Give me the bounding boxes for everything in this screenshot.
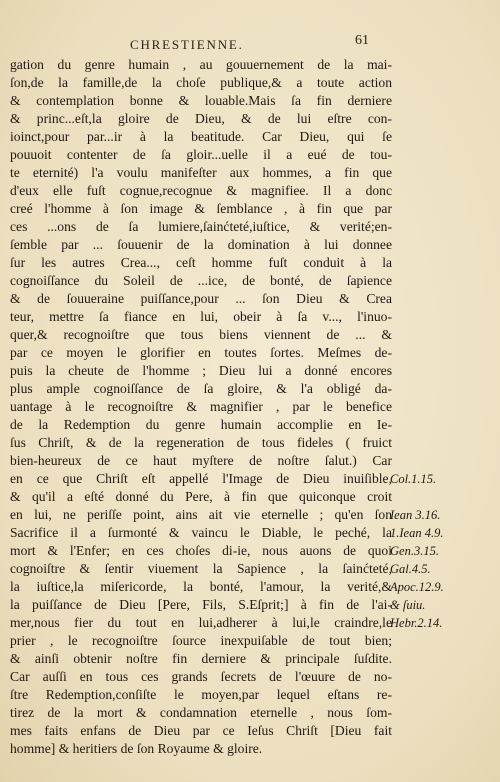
margin-reference: Iean 3.16. xyxy=(390,508,441,522)
text-line: cognoiſſance du Soleil de ...ice, de bonté, de ſapience xyxy=(10,273,392,288)
text-line: cognoiſtre & ſentir viuement la Sapience , la ſainćteté, xyxy=(10,561,392,576)
text-line: mort & l'Enfer; en ces choſes di-ie, nous auons de quoi xyxy=(10,543,392,558)
text-line: ſtre Redemption,conſiſte le moyen,par lequel eſtans re- xyxy=(10,687,392,702)
margin-reference: 1.Iean 4.9. xyxy=(390,526,444,540)
text-line: puis la cheute de l'homme ; Dieu lui a donné encores xyxy=(10,363,392,378)
text-line: quer,& recognoiſtre que tous biens viennent de ... & xyxy=(10,327,392,342)
margin-reference: Gal.4.5. xyxy=(390,562,431,576)
text-line: la iuſtice,la miſericorde, la bonté, l'amour, la verité,& xyxy=(10,579,392,594)
text-line: ioinct,pour par...ir à la beatitude. Car Dieu, qui ſe xyxy=(10,129,392,144)
text-line: pouuoit contenter de ſa gloir...uelle il a eué de tou- xyxy=(10,147,392,162)
margin-reference: Gen.3.15. xyxy=(390,544,439,558)
margin-reference: & ſuiu. xyxy=(390,598,426,612)
text-line: ſemble par ... ſouuenir de la domination à lui donnee xyxy=(10,237,392,252)
text-line: Car auſſi en tous ces grands ſecrets de l'œuure de no- xyxy=(10,669,392,684)
text-line: ces ...ons de ſa lumiere,ſainćteté,iuſtice, & verité;en- xyxy=(10,219,392,234)
text-line: de la Redemption du genre humain accomplie en Ie- xyxy=(10,417,392,432)
text-line: & qu'il a eſté donné du Pere, à fin que quiconque croit xyxy=(10,489,392,504)
text-line: d'eux elle fuſt cognue,recognue & magnifiee. Il a donc xyxy=(10,183,392,198)
page-number: 61 xyxy=(355,33,369,48)
text-line: teur, mettre ſa fiance en lui, obeir à ſa v..., l'inuo- xyxy=(10,309,392,324)
text-line: uantage à le recognoiſtre & magnifier , par le benefice xyxy=(10,399,392,414)
text-line: ſon,de la famille,de la choſe publique,& a toute action xyxy=(10,75,392,90)
text-line: plus ample cognoiſſance de ſa gloire, & l'a obligé da- xyxy=(10,381,392,396)
text-line: par ce moyen le glorifier en toutes ſortes. Meſmes de- xyxy=(10,345,392,360)
text-line: prier , le recognoiſtre ſource inexpuiſable de tout bien; xyxy=(10,633,392,648)
text-line: & de ſouueraine puiſſance,pour ... ſon Dieu & Crea xyxy=(10,291,392,306)
margin-reference: Hebr.2.14. xyxy=(390,616,443,630)
text-line: bien-heureux de ce haut myſtere de noſtre ſalut.) Car xyxy=(10,453,392,468)
running-head: CHRESTIENNE. xyxy=(130,37,244,52)
margin-reference: Apoc.12.9. xyxy=(390,580,444,594)
text-line: ſur les autres Crea..., ceſt homme fuſt conduit à la xyxy=(10,255,392,270)
text-line: gation du genre humain , au gouuernement de la mai- xyxy=(10,57,392,72)
text-line: mes faits enfans de Dieu par ce Ieſus Chriſt [Dieu fait xyxy=(10,723,392,738)
text-line: te eternité) l'a voulu manifeſter aux hommes, a fin que xyxy=(10,165,392,180)
body-text xyxy=(10,56,392,758)
text-line: en ce que Chriſt eſt appellé l'Image de Dieu inuiſible, xyxy=(10,471,392,486)
text-line: la puiſſance de Dieu [Pere, Fils, S.Eſprit;] à fin de l'ai- xyxy=(10,597,392,612)
text-line: ſus Chriſt, & de la regeneration de tous fideles ( fruict xyxy=(10,435,392,450)
text-line: tirez de la mort & condamnation eternelle , nous ſom- xyxy=(10,705,392,720)
text-line: & contemplation bonne & louable.Mais ſa fin derniere xyxy=(10,93,392,108)
margin-reference: Col.1.15. xyxy=(390,472,437,486)
text-line: mer,nous fier du tout en lui,adherer à lui,le craindre,le xyxy=(10,615,392,630)
text-line: & ainſi obtenir noſtre fin derniere & principale ſuſdite. xyxy=(10,651,392,666)
text-line: creé l'homme à ſon image & ſemblance , à fin que par xyxy=(10,201,392,216)
text-line: & princ...eſt,la gloire de Dieu, & de lui eſtre con- xyxy=(10,111,392,126)
text-line: en lui, ne periſſe point, ains ait vie eternelle ; qu'en ſon xyxy=(10,507,392,522)
text-line: Sacrifice il a ſurmonté & vaincu le Diable, le peché, la xyxy=(10,525,392,540)
text-line: homme] & heritiers de ſon Royaume & gloire. xyxy=(10,741,263,756)
